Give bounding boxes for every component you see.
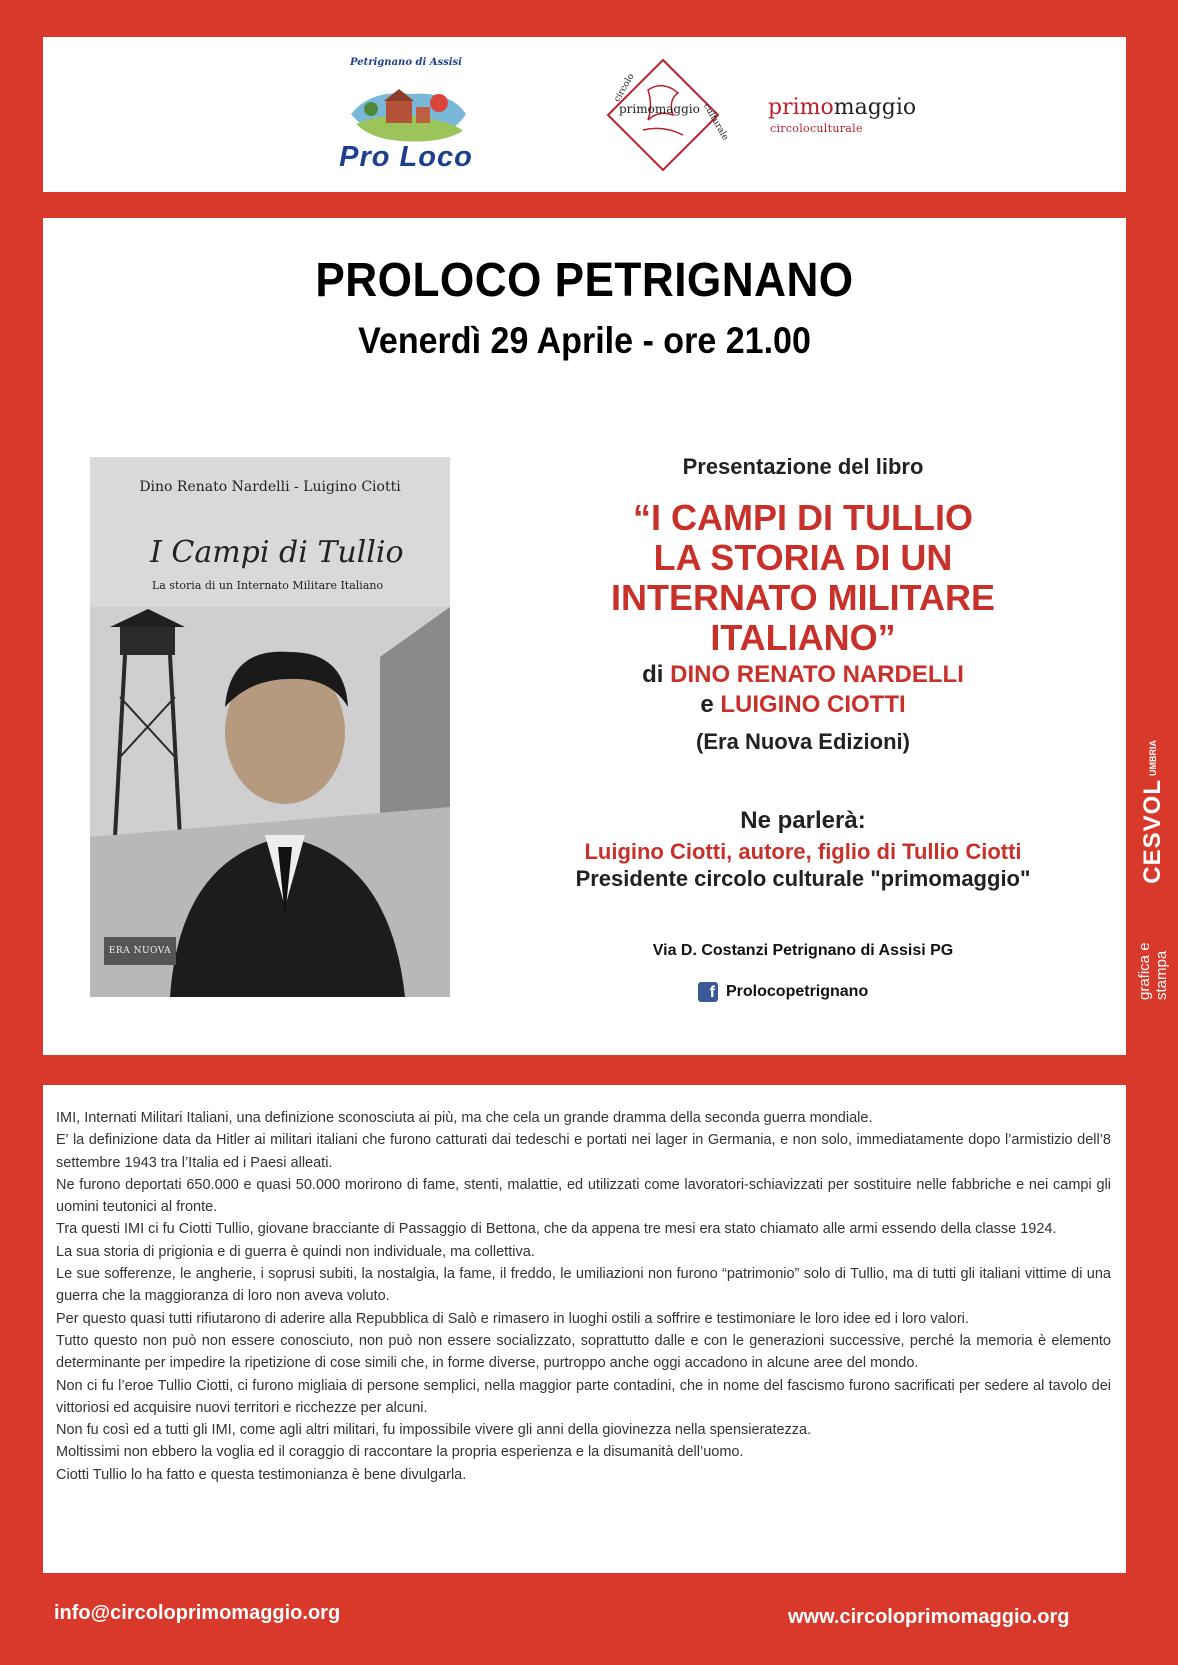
- description-paragraph: Ne furono deportati 650.000 e quasi 50.000 morirono di fame, stenti, malattie, ed utilizzati come lavoratori-schiavizzati per sostituire nelle fabbriche e nei campi gli uomini teutonici al fronte.: [56, 1176, 1111, 1216]
- facebook-link[interactable]: [698, 981, 868, 1003]
- primomaggio-emblem-culturale: culturale: [700, 101, 731, 143]
- event-title: PROLOCO PETRIGNANO: [315, 254, 854, 307]
- cesvol-region: UMBRIA: [1148, 740, 1158, 776]
- book-cover-authors: Dino Renato Nardelli - Luigino Ciotti: [139, 479, 401, 495]
- cesvol-credit: [1133, 740, 1173, 1000]
- primomaggio-wordmark-primo: primo: [768, 95, 834, 120]
- author-2: LUIGINO CIOTTI: [720, 691, 906, 718]
- book-cover-image: [90, 457, 450, 997]
- presentation-label: Presentazione del libro: [682, 454, 924, 479]
- footer-email-link[interactable]: info@circoloprimomaggio.org: [54, 1602, 341, 1624]
- cesvol-logo: CESVOL: [1139, 779, 1166, 884]
- description-paragraph: Per questo quasi tutti rifiutarono di aderire alla Repubblica di Salò e rimasero in luoghi ostili a soffrire e testimoniare le loro idee ed i loro valori.: [56, 1310, 969, 1327]
- description-paragraph: Le sue sofferenze, le angherie, i soprusi subiti, la nostalgia, la fame, il freddo, le umiliazioni non furono “patrimonio” solo di Tullio, ma di tutti gli italiani vittime di una guerra che la maggioranza di loro non aveva voluto.: [56, 1266, 1111, 1305]
- primomaggio-wordmark-maggio: maggio: [833, 95, 917, 120]
- book-authors-line: [533, 660, 1073, 720]
- speaker-role: Presidente circolo culturale "primomaggio": [575, 866, 1031, 891]
- primomaggio-emblem-text: primomaggio: [619, 102, 700, 116]
- description-paragraph: Non fu così ed a tutti gli IMI, come agli altri militari, fu impossibile vivere gli anni della giovinezza nella spensieratezza.: [56, 1422, 812, 1439]
- event-panel: [43, 218, 1126, 1055]
- primomaggio-wordmark-sub: circoloculturale: [770, 122, 863, 135]
- book-title-line-1: “I CAMPI DI TULLIO: [633, 497, 973, 538]
- proloco-logo-name: Pro Loco: [339, 141, 473, 173]
- book-title-line-4: ITALIANO”: [710, 617, 896, 658]
- description-paragraph: La sua storia di prigionia e di guerra è quindi non individuale, ma collettiva.: [56, 1243, 535, 1260]
- description-paragraph: Non ci fu l’eroe Tullio Ciotti, ci furono migliaia di persone semplici, nella maggior parte contadini, che in nome del fascismo furono sacrificati per sedere al tavolo dei vittoriosi ed acquisire nuovi territori e ricchezze per alcuni.: [56, 1377, 1111, 1416]
- cesvol-grafica-label: grafica e stampa: [1136, 942, 1170, 1000]
- by-prefix: di: [642, 661, 664, 688]
- facebook-icon: f: [698, 982, 718, 1002]
- book-title-heading: [533, 498, 1073, 658]
- description-paragraph: IMI, Internati Militari Italiani, una definizione sconosciuta ai più, ma che cela un grande dramma della seconda guerra mondiale.: [56, 1110, 873, 1126]
- description-text: [56, 1107, 1111, 1486]
- description-paragraph: Tutto questo non può non essere conosciuto, non può non essere socializzato, soprattutto dalle e con le generazioni successive, perché la memoria è elemento determinante per impedire la ripetizione di cose simili che, in forme diverse, purtroppo anche oggi accadono in alcune aree del mondo.: [56, 1332, 1111, 1372]
- speaker-intro: Ne parlerà:: [740, 807, 866, 834]
- event-address: Via D. Costanzi Petrignano di Assisi PG: [652, 942, 954, 959]
- description-paragraph: Tra questi IMI ci fu Ciotti Tullio, giovane bracciante di Passaggio di Bettona, che da appena tre mesi era stato chiamato alle armi essendo della classe 1924.: [56, 1221, 1057, 1238]
- speaker-name: Luigino Ciotti, autore, figlio di Tullio Ciotti: [584, 839, 1022, 864]
- facebook-page-name: Prolocopetrignano: [726, 983, 869, 1000]
- logos-banner: [43, 37, 1126, 192]
- description-paragraph: Moltissimi non ebbero la voglia ed il coraggio di raccontare la propria esperienza e la disumanità dell’uomo.: [56, 1444, 744, 1461]
- footer-website-link[interactable]: www.circoloprimomaggio.org: [788, 1606, 1070, 1628]
- proloco-logo: [331, 57, 481, 177]
- book-title-line-3: INTERNATO MILITARE: [611, 577, 995, 618]
- book-cover-title: I Campi di Tullio: [150, 535, 404, 570]
- event-date-time: Venerdì 29 Aprile - ore 21.00: [358, 320, 811, 361]
- book-cover-publisher-logo: ERA NUOVA: [104, 937, 176, 965]
- author-1: DINO RENATO NARDELLI: [670, 661, 964, 688]
- and-prefix: e: [700, 691, 714, 718]
- book-publisher: (Era Nuova Edizioni): [696, 729, 910, 754]
- description-paragraph: E' la definizione data da Hitler ai militari italiani che furono catturati dai tedeschi e portati nei lager in Germania, e non solo, immediatamente dopo l’armistizio dell’8 settembre 1943 tra l’Italia ed i Paesi alleati.: [56, 1132, 1111, 1171]
- primomaggio-logo: [603, 55, 1003, 175]
- book-cover-subtitle: La storia di un Internato Militare Italiano: [152, 579, 384, 592]
- primomaggio-wordmark: [768, 95, 916, 120]
- description-panel: [43, 1085, 1126, 1573]
- description-paragraph: Ciotti Tullio lo ha fatto e questa testimonianza è bene divulgarla.: [56, 1466, 467, 1483]
- primomaggio-emblem-circolo: circolo: [612, 72, 637, 104]
- book-title-line-2: LA STORIA DI UN: [653, 537, 953, 578]
- proloco-logo-top-text: Petrignano di Assisi: [350, 57, 462, 68]
